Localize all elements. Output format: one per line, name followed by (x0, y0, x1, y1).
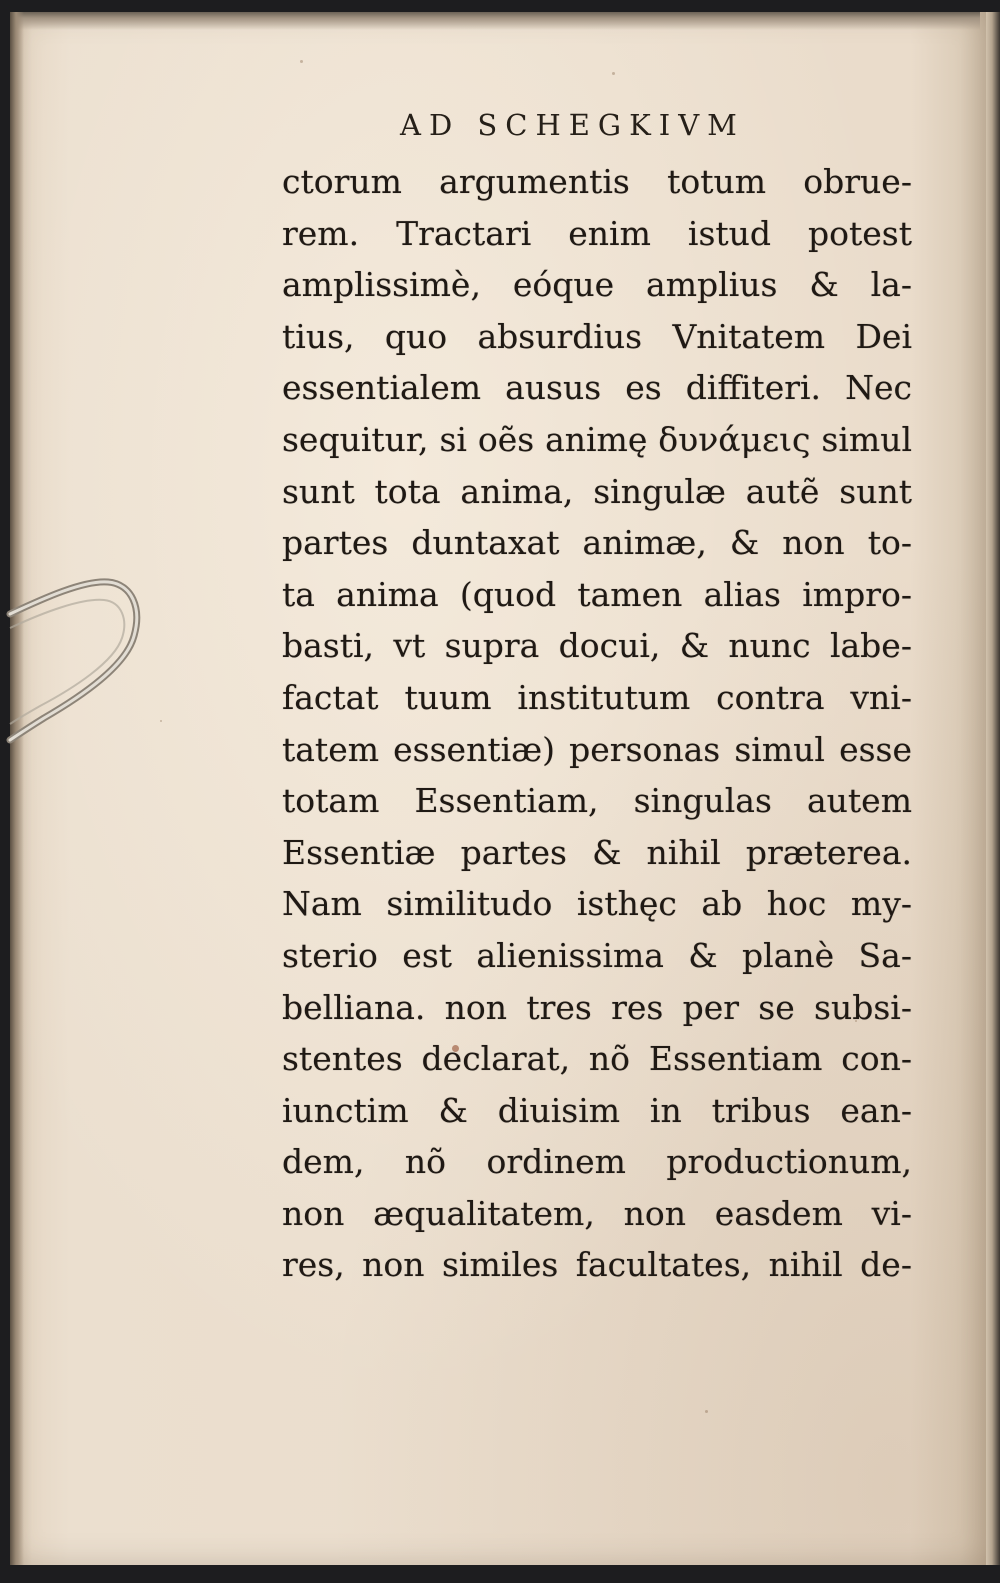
text-line: ctorum argumentis totum obrue- (282, 162, 912, 201)
text-line: tius, quo absurdius Vnitatem Dei (282, 316, 912, 356)
page-top-edge (10, 12, 980, 30)
text-line: tatem essentiæ) personas simul esse (282, 729, 912, 769)
text-line: dem, nõ ordinem productionum, (282, 1142, 912, 1182)
text-line: ta anima (quod tamen alias impro- (282, 574, 912, 614)
text-line: totam Essentiam, singulas autem (282, 781, 912, 821)
text-line: factat tuum institutum contra vni- (282, 677, 912, 717)
page-right-edge (986, 12, 1000, 1565)
text-line: belliana. non tres res per se subsi- (282, 987, 912, 1027)
text-line: Nam similitudo isthęc ab hoc my- (282, 884, 912, 924)
text-line: sunt tota anima, singulæ autẽ sunt (282, 471, 912, 511)
text-line: amplissimè, eóque amplius & la- (282, 265, 912, 305)
text-line: stentes declarat, nõ Essentiam con- (282, 1039, 912, 1079)
spine-shadow (10, 12, 24, 1565)
text-line: Essentiæ partes & nihil præterea. (282, 832, 912, 872)
text-line: iunctim & diuisim in tribus ean- (282, 1090, 912, 1130)
text-line: res, non similes facultates, nihil de- (282, 1245, 912, 1285)
text-line: basti, vt supra docui, & nunc labe- (282, 626, 912, 666)
text-line: non æqualitatem, non easdem vi- (282, 1193, 912, 1233)
text-line: sequitur, si oẽs animę δυνάμεις simul (282, 419, 912, 459)
text-line: sterio est alienissima & planè Sa- (282, 935, 912, 975)
text-line: rem. Tractari enim istud potest (282, 213, 912, 253)
running-head: AD SCHEGKIVM (400, 108, 745, 142)
text-line: essentialem ausus es diffiteri. Nec (282, 368, 912, 408)
paper-clip-icon (4, 578, 144, 748)
body-text (282, 156, 932, 1291)
text-line: partes duntaxat animæ, & non to- (282, 523, 912, 563)
